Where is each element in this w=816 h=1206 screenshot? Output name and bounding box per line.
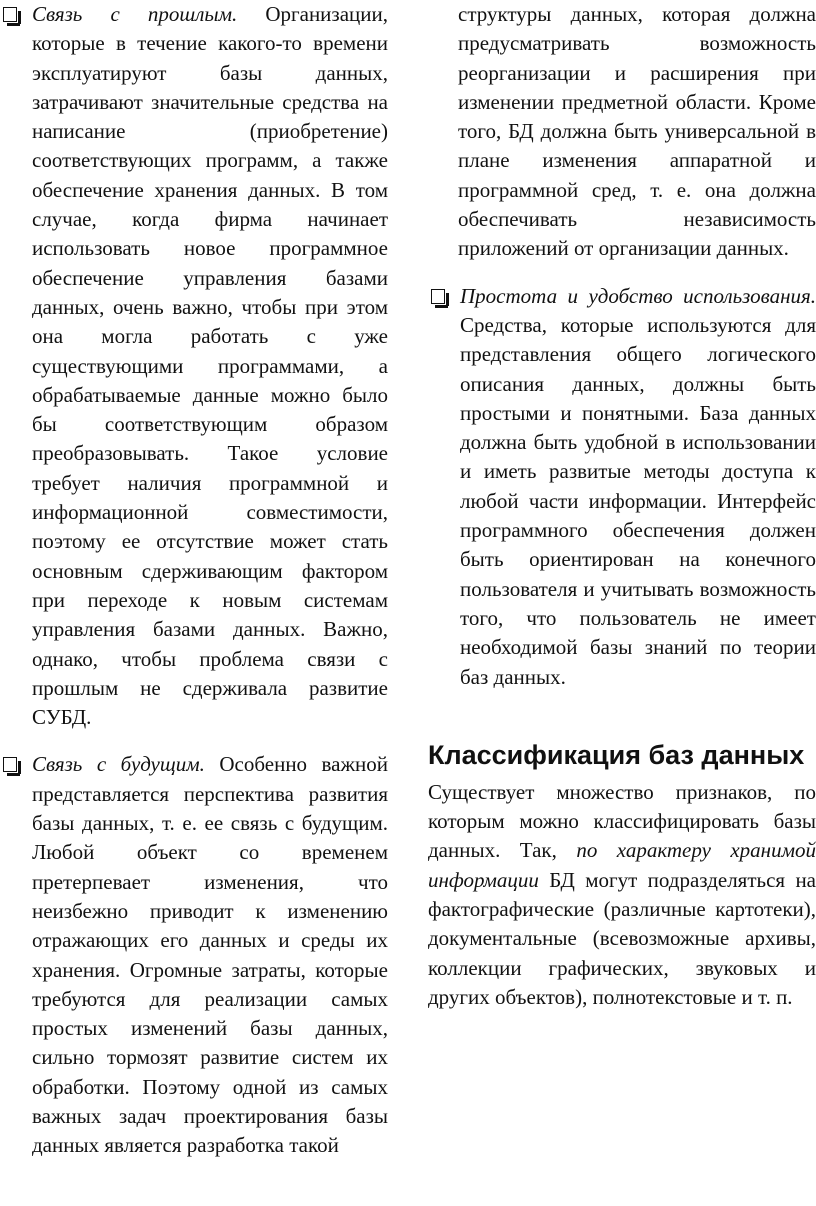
bullet-title: Связь с прошлым. bbox=[32, 2, 238, 26]
paragraph-text: БД могут подразделяться на фактографические (различные картотеки), документальные (всевозможные архивы, коллекции графических, звуковых и других объектов), полнотекстовые и т. п. bbox=[428, 867, 816, 1009]
paragraph-emphasis: по характеру хранимой информации bbox=[428, 838, 816, 892]
bullet-text: Организации, которые в течение какого-то времени эксплуатируют базы данных, затрачивают значительные средства на написание (приобретение) соответствующих программ, а также обеспечение хранения данных. В том случае, когда фирма начинает использовать новое программное обеспечение управления базами данных, очень важно, чтобы при этом она могла работать с уже существующими программами, а обрабатываемые данные можно было бы соответствующим образом преобразовывать. Такое условие требует наличия программной и информационной совместимости, поэтому ее отсутствие может стать основным сдерживающим фактором при переходе к новым системам управления базами данных. Важно, однако, чтобы проблема связи с прошлым не сдерживала развитие СУБД. bbox=[32, 2, 388, 730]
bullet-title: Связь с будущим. bbox=[32, 752, 205, 777]
left-column bbox=[0, 0, 388, 1161]
bullet-item-simplicity bbox=[428, 282, 816, 692]
checkbox-bullet-icon bbox=[3, 757, 17, 772]
classification-paragraph bbox=[428, 778, 816, 1012]
bullet-item-past bbox=[0, 0, 388, 732]
right-column bbox=[428, 0, 816, 1012]
bullet-title: Простота и удобство использования. bbox=[460, 283, 816, 308]
bullet-text: Средства, которые используются для представления общего логического описания данных, должны быть простыми и понятными. База данных должна быть удобной в использовании и иметь развитые методы доступа к любой части информации. Интерфейс программного обеспечения должен быть ориентирован на конечного пользователя и учитывать возможность того, что пользователь не имеет необходимой базы знаний по теории баз данных. bbox=[460, 312, 816, 689]
paragraph-text: Существует множество признаков, по которым можно классифицировать базы данных. Так, bbox=[428, 779, 816, 863]
checkbox-bullet-icon bbox=[3, 7, 17, 22]
bullet-text: Особенно важной представляется перспектива развития базы данных, т. е. ее связь с будущим. Любой объект со временем претерпевает изменения, что неизбежно приводит к изменению отражающих его данных и среды их хранения. Огромные затраты, которые требуются для реализации самых простых изменений базы данных, сильно тормозят развитие систем их обработки. Поэтому одной из самых важных задач проектирования базы данных является разработка такой bbox=[32, 752, 388, 1158]
bullet-item-future bbox=[0, 750, 388, 1160]
bullet-continuation: структуры данных, которая должна предусматривать возможность реорганизации и расширения при изменении предметной области. Кроме того, БД должна быть универсальной в плане изменения аппаратной и программной сред, т. е. она должна обеспечивать независимость приложений от организации данных. bbox=[458, 2, 816, 261]
checkbox-bullet-icon bbox=[431, 289, 445, 304]
section-heading: Классификация баз данных bbox=[428, 739, 805, 770]
